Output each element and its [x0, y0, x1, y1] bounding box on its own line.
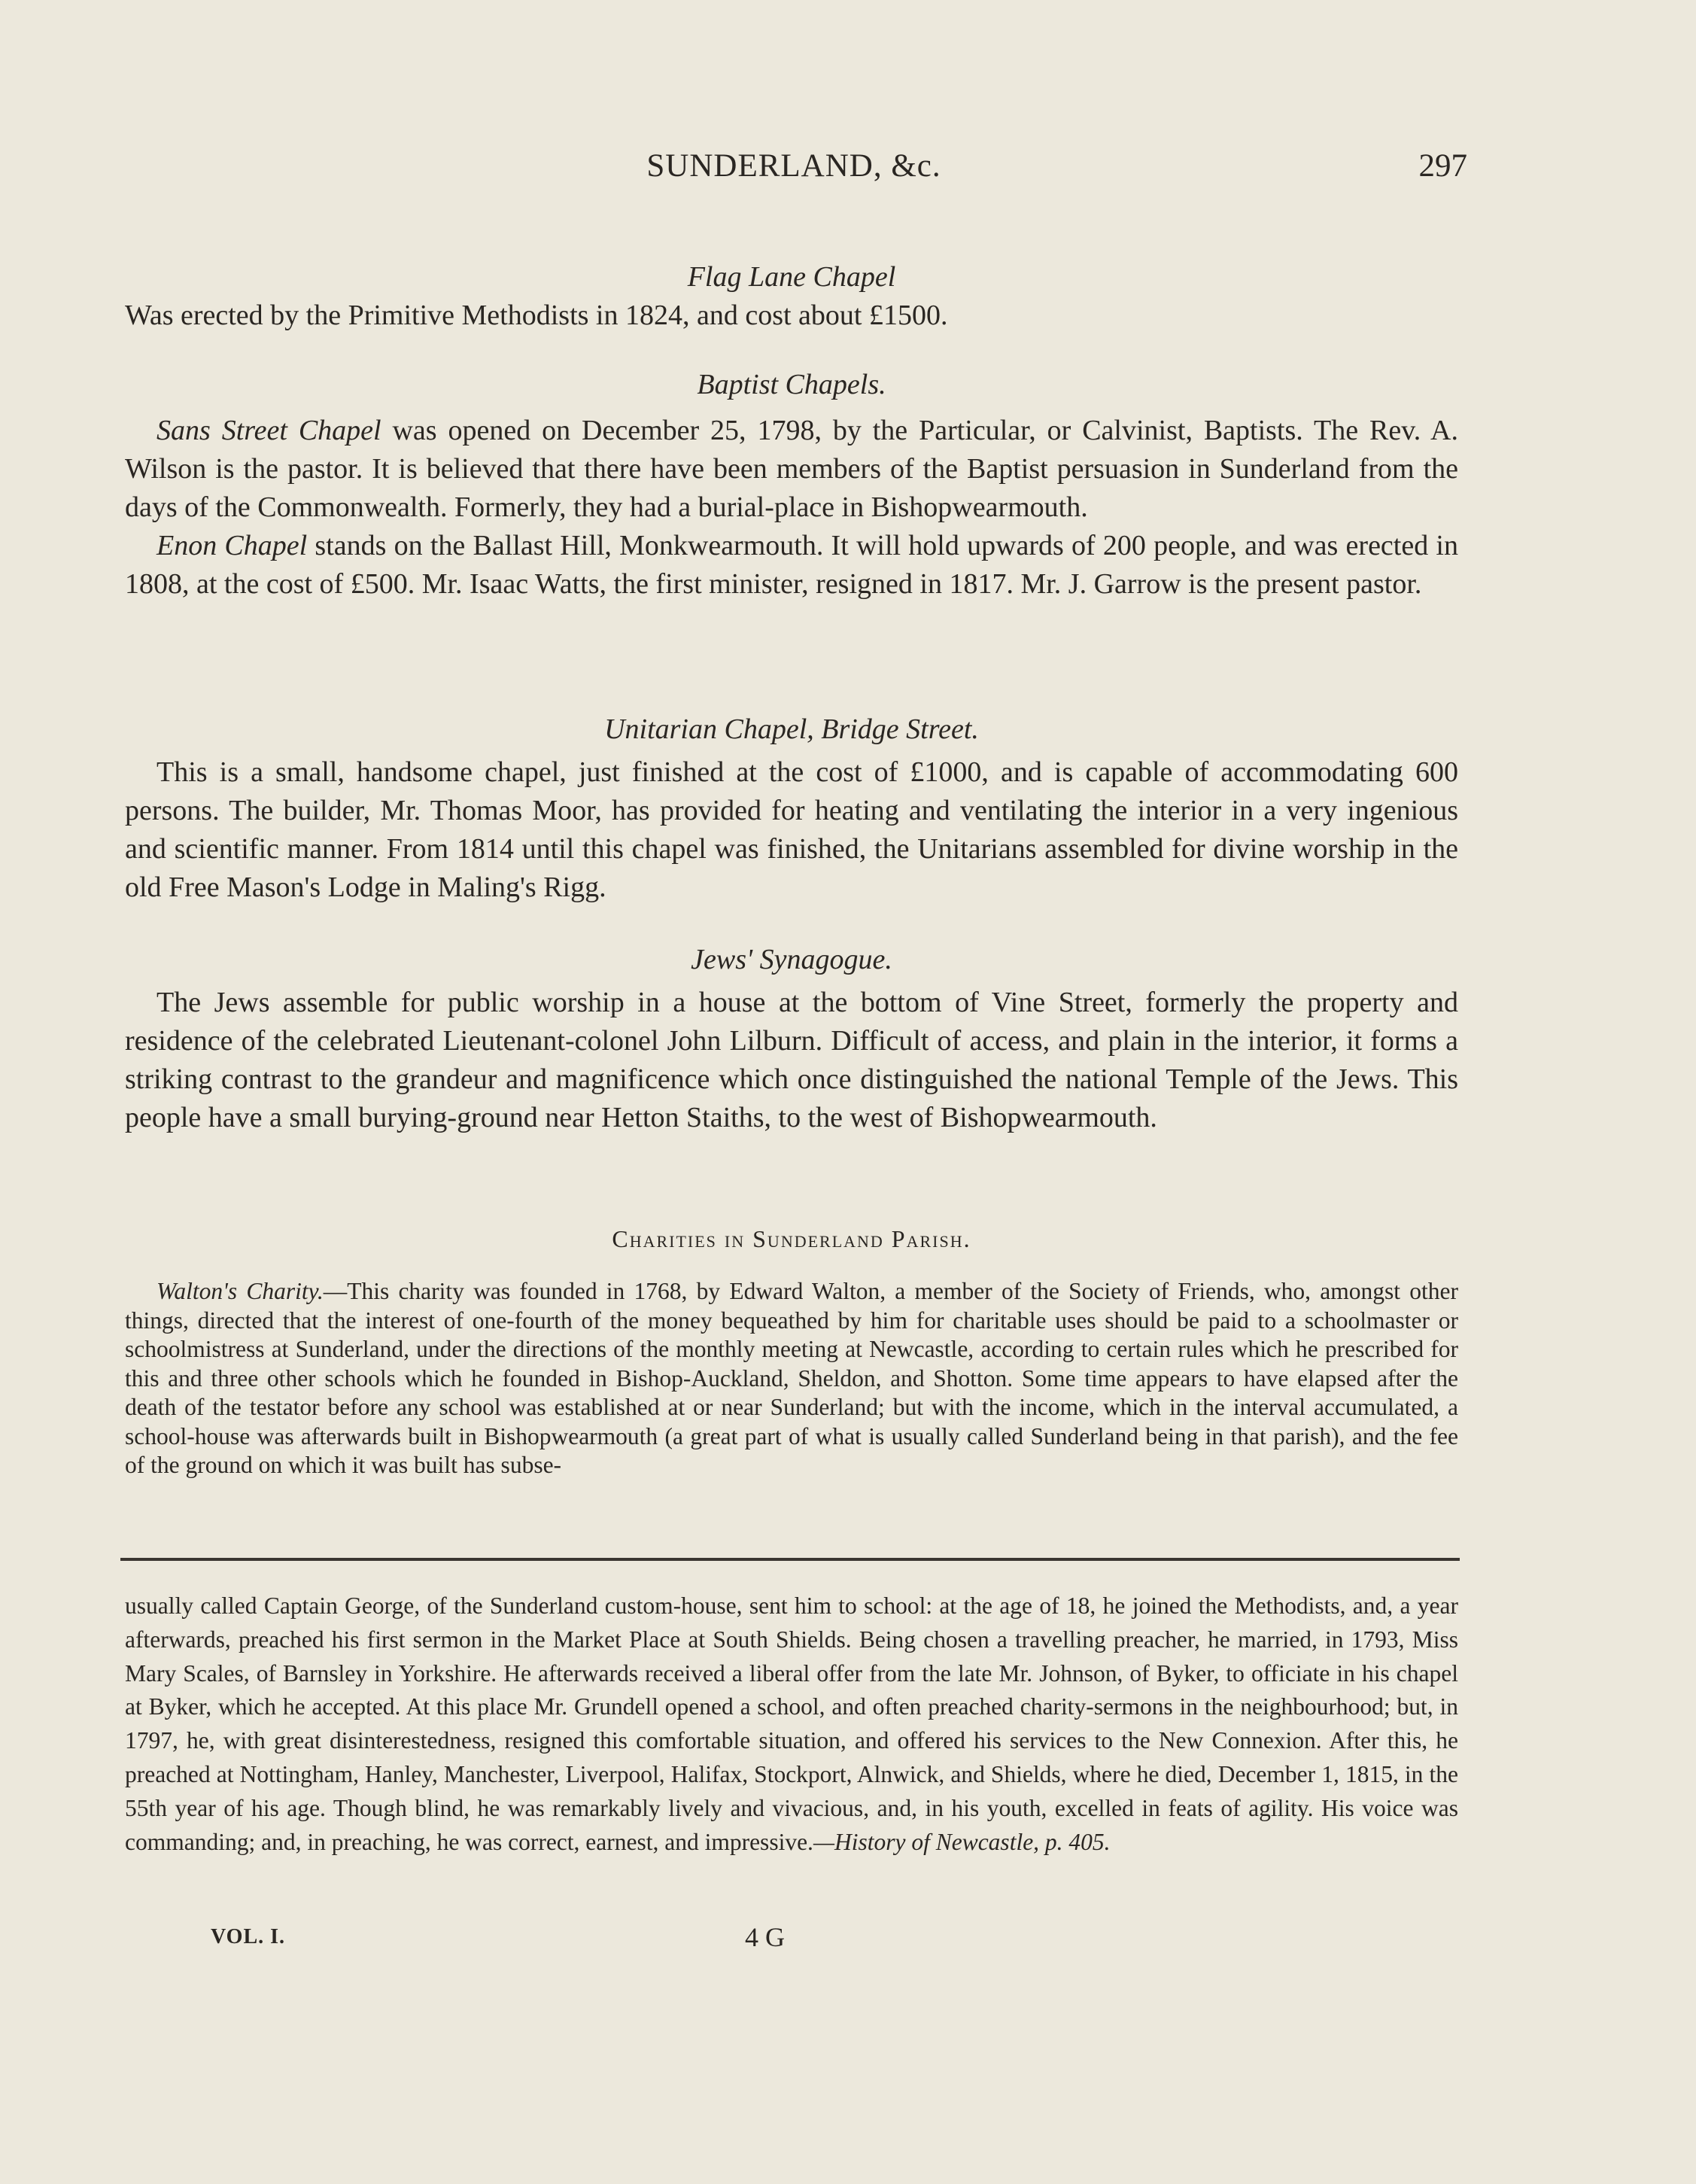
volume-signature: VOL. I.	[211, 1925, 286, 1948]
sans-street-paragraph	[125, 412, 1458, 527]
footnote	[125, 1589, 1458, 1859]
synagogue-heading: Jews' Synagogue.	[691, 944, 892, 975]
enon-text: stands on the Ballast Hill, Monkwearmouth. It will hold upwards of 200 people, and was erected in 1808, at the cost of £500. Mr. Isaac Watts, the first minister, resigned in 1817. Mr. J. Garrow is the present pastor.	[125, 530, 1458, 600]
baptist-section	[125, 365, 1458, 604]
sans-street-lead: Sans Street Chapel	[157, 415, 381, 446]
enon-paragraph	[125, 527, 1458, 604]
running-head: SUNDERLAND, &c.	[646, 148, 941, 184]
flag-lane-section	[125, 257, 1458, 335]
signature-mark: 4 G	[745, 1922, 785, 1952]
page-number: 297	[1418, 148, 1467, 184]
unitarian-section	[125, 710, 1458, 907]
synagogue-section	[125, 940, 1458, 1137]
footnote-text: usually called Captain George, of the Sunderland custom-house, sent him to school: at the age of 18, he joined the Methodists, and, a year afterwards, preached his first sermon in the Market Place at South Shields. Being chosen a travelling preacher, he married, in 1793, Miss Mary Scales, of Barnsley in Yorkshire. He afterwards received a liberal offer from the late Mr. Johnson, of Byker, to officiate in his chapel at Byker, which he accepted. At this place Mr. Grundell opened a school, and often preached charity-sermons in the neighbourhood; but, in 1797, he, with great disinterestedness, resigned this comfortable situation, and offered his services to the New Connexion. After this, he preached at Nottingham, Hanley, Manchester, Liverpool, Halifax, Stockport, Alnwick, and Shields, where he died, December 1, 1815, in the 55th year of his age. Though blind, he was remarkably lively and vivacious, and, in his youth, excelled in feats of agility. His voice was commanding; and, in preaching, he was correct, earnest, and impressive.	[125, 1592, 1458, 1855]
enon-lead: Enon Chapel	[157, 530, 308, 561]
flag-lane-heading: Flag Lane Chapel	[687, 261, 896, 293]
walton-text: —This charity was founded in 1768, by Edward Walton, a member of the Society of Friends, who, amongst other things, directed that the interest of one-fourth of the money bequeathed by him for charitable uses should be paid to a schoolmaster or schoolmistress at Sunderland, under the directions of the monthly meeting at Newcastle, according to certain rules which he prescribed for this and three other schools which he founded in Bishop-Auckland, Sheldon, and Shotton. Some time appears to have elapsed after the death of the testator before any school was established at or near Sunderland; but with the income, which in the interval accumulated, a school-house was afterwards built in Bishopwearmouth (a great part of what is usually called Sunderland being in that parish), and the fee of the ground on which it was built has subse-	[125, 1278, 1458, 1478]
charities-section	[125, 1225, 1458, 1480]
synagogue-paragraph: The Jews assemble for public worship in a house at the bottom of Vine Street, formerly the property and residence of the celebrated Lieutenant-colonel John Lilburn. Difficult of access, and plain in the interior, it forms a striking contrast to the grandeur and magnificence which once distinguished the national Temple of the Jews. This people have a small burying-ground near Hetton Staiths, to the west of Bishopwearmouth.	[125, 987, 1458, 1133]
footnote-rule	[120, 1558, 1460, 1561]
flag-lane-paragraph: Was erected by the Primitive Methodists in 1824, and cost about £1500.	[125, 300, 948, 331]
walton-lead: Walton's Charity.	[157, 1278, 324, 1304]
footnote-citation: —History of Newcastle, p. 405.	[813, 1828, 1111, 1855]
page-header	[120, 148, 1467, 193]
unitarian-heading: Unitarian Chapel, Bridge Street.	[604, 713, 979, 745]
charities-heading: Charities in Sunderland Parish.	[612, 1225, 971, 1252]
walton-paragraph	[125, 1277, 1458, 1480]
baptist-heading: Baptist Chapels.	[697, 369, 886, 400]
unitarian-paragraph: This is a small, handsome chapel, just finished at the cost of £1000, and is capable of accommodating 600 persons. The builder, Mr. Thomas Moor, has provided for heating and ventilating the interior in a very ingenious and scientific manner. From 1814 until this chapel was finished, the Unitarians assembled for divine worship in the old Free Mason's Lodge in Maling's Rigg.	[125, 756, 1458, 903]
sans-street-text: was opened on December 25, 1798, by the Particular, or Calvinist, Baptists. The Rev. A. Wilson is the pastor. It is believed that there have been members of the Baptist persuasion in Sunderland from the days of the Commonwealth. Formerly, they had a burial-place in Bishopwearmouth.	[125, 415, 1458, 523]
